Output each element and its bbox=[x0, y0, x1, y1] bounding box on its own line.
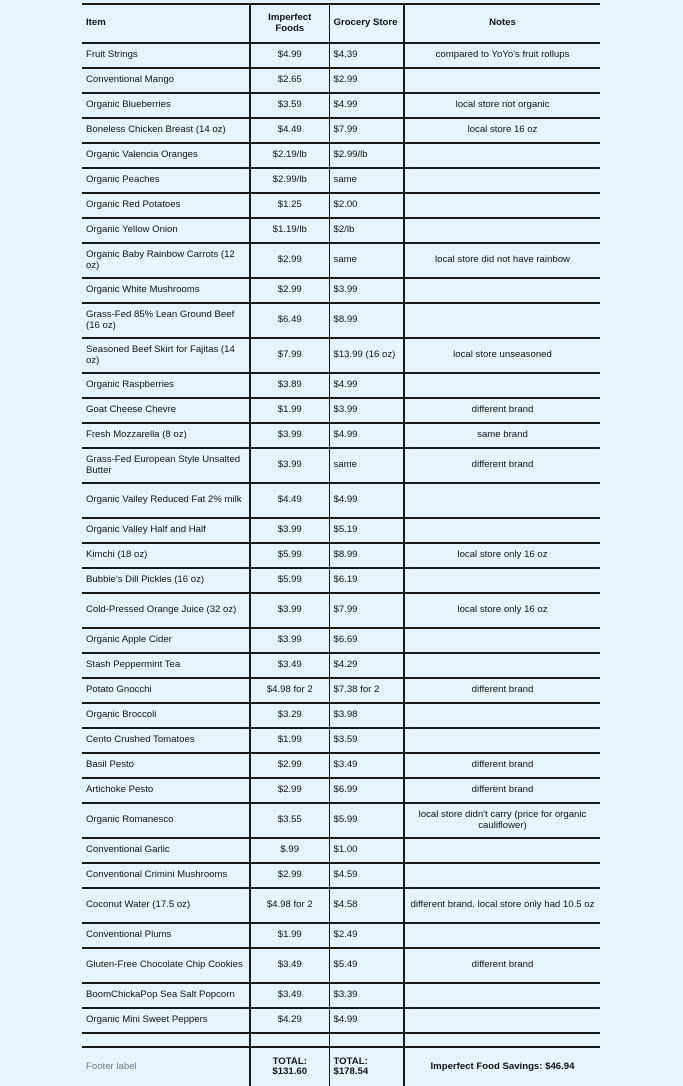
cell-imperfect-price: $3.99 bbox=[250, 518, 329, 543]
cell-imperfect-price: $2.99 bbox=[250, 278, 329, 303]
cell-notes bbox=[404, 703, 600, 728]
header-notes: Notes bbox=[404, 4, 600, 43]
cell-imperfect-price: $2.99 bbox=[250, 863, 329, 888]
cell-notes: compared to YoYo's fruit rollups bbox=[404, 43, 600, 68]
cell-notes bbox=[404, 483, 600, 518]
cell-item: Organic Yellow Onion bbox=[82, 218, 250, 243]
table-row bbox=[82, 983, 600, 1008]
cell-grocery-price: $13.99 (16 oz) bbox=[329, 338, 404, 373]
table-row bbox=[82, 448, 600, 483]
cell-grocery-price: $2/lb bbox=[329, 218, 404, 243]
cell-notes: different brand bbox=[404, 778, 600, 803]
cell-item: Conventional Garlic bbox=[82, 838, 250, 863]
table-row bbox=[82, 243, 600, 278]
grocery-total: TOTAL: $178.54 bbox=[329, 1047, 404, 1086]
cell-item: Coconut Water (17.5 oz) bbox=[82, 888, 250, 923]
cell-imperfect-price: $1.99 bbox=[250, 398, 329, 423]
cell-item: Organic Valley Reduced Fat 2% milk bbox=[82, 483, 250, 518]
cell-grocery-price: $7.99 bbox=[329, 593, 404, 628]
cell-notes bbox=[404, 168, 600, 193]
cell-item: Organic Peaches bbox=[82, 168, 250, 193]
cell-notes: different brand bbox=[404, 448, 600, 483]
cell-imperfect-price: $.99 bbox=[250, 838, 329, 863]
cell-item: Goat Cheese Chevre bbox=[82, 398, 250, 423]
table-row bbox=[82, 628, 600, 653]
cell-grocery-price: $5.99 bbox=[329, 803, 404, 838]
cell-imperfect-price: $3.99 bbox=[250, 593, 329, 628]
cell-notes: local store didn't carry (price for organic cauliflower) bbox=[404, 803, 600, 838]
cell-notes bbox=[404, 983, 600, 1008]
cell-grocery-price: $3.39 bbox=[329, 983, 404, 1008]
cell-imperfect-price: $4.98 for 2 bbox=[250, 678, 329, 703]
cell-item: Bubbie's Dill Pickles (16 oz) bbox=[82, 568, 250, 593]
cell-grocery-price: $7.38 for 2 bbox=[329, 678, 404, 703]
cell-imperfect-price: $5.99 bbox=[250, 543, 329, 568]
cell-imperfect-price: $4.49 bbox=[250, 118, 329, 143]
cell-grocery-price: $4.99 bbox=[329, 93, 404, 118]
cell-grocery-price: $4.59 bbox=[329, 863, 404, 888]
cell-imperfect-price: $1.19/lb bbox=[250, 218, 329, 243]
cell-notes: local store only 16 oz bbox=[404, 543, 600, 568]
table-row bbox=[82, 593, 600, 628]
cell-grocery-price: $4.29 bbox=[329, 653, 404, 678]
cell-grocery-price: $8.99 bbox=[329, 543, 404, 568]
cell-item: Conventional Plums bbox=[82, 923, 250, 948]
table-row bbox=[82, 568, 600, 593]
cell-imperfect-price: $3.59 bbox=[250, 93, 329, 118]
cell-imperfect-price: $3.49 bbox=[250, 983, 329, 1008]
cell-item: Organic Blueberries bbox=[82, 93, 250, 118]
cell-notes bbox=[404, 653, 600, 678]
table-row bbox=[82, 193, 600, 218]
cell-item: Organic Baby Rainbow Carrots (12 oz) bbox=[82, 243, 250, 278]
price-comparison-table-wrapper bbox=[82, 3, 600, 1086]
table-row bbox=[82, 948, 600, 983]
table-row bbox=[82, 483, 600, 518]
cell-imperfect-price: $1.99 bbox=[250, 923, 329, 948]
cell-notes bbox=[404, 193, 600, 218]
cell-notes bbox=[404, 863, 600, 888]
cell-notes bbox=[404, 923, 600, 948]
cell-item: Gluten-Free Chocolate Chip Cookies bbox=[82, 948, 250, 983]
cell-notes: same brand bbox=[404, 423, 600, 448]
cell-imperfect-price: $3.29 bbox=[250, 703, 329, 728]
header-grocery-store: Grocery Store bbox=[329, 4, 404, 43]
cell-notes bbox=[404, 278, 600, 303]
cell-grocery-price: $3.49 bbox=[329, 753, 404, 778]
cell-grocery-price: $4.99 bbox=[329, 373, 404, 398]
cell-notes bbox=[404, 1008, 600, 1033]
cell-item: Artichoke Pesto bbox=[82, 778, 250, 803]
cell-imperfect-price: $4.98 for 2 bbox=[250, 888, 329, 923]
cell-grocery-price: $4.58 bbox=[329, 888, 404, 923]
cell-grocery-price: $2.00 bbox=[329, 193, 404, 218]
cell-grocery-price: $2.99 bbox=[329, 68, 404, 93]
cell-item: Boneless Chicken Breast (14 oz) bbox=[82, 118, 250, 143]
table-row bbox=[82, 1008, 600, 1033]
cell-grocery-price: $4.39 bbox=[329, 43, 404, 68]
cell-item: Organic Raspberries bbox=[82, 373, 250, 398]
table-body bbox=[82, 43, 600, 1033]
cell-item: Fruit Strings bbox=[82, 43, 250, 68]
table-row bbox=[82, 518, 600, 543]
cell-grocery-price: $6.19 bbox=[329, 568, 404, 593]
cell-notes bbox=[404, 68, 600, 93]
cell-imperfect-price: $3.99 bbox=[250, 448, 329, 483]
cell-grocery-price: $7.99 bbox=[329, 118, 404, 143]
cell-grocery-price: same bbox=[329, 448, 404, 483]
cell-item: Organic Valley Half and Half bbox=[82, 518, 250, 543]
cell-notes: different brand bbox=[404, 948, 600, 983]
cell-notes bbox=[404, 728, 600, 753]
table-row bbox=[82, 218, 600, 243]
cell-item: Stash Peppermint Tea bbox=[82, 653, 250, 678]
table-row bbox=[82, 923, 600, 948]
table-row bbox=[82, 338, 600, 373]
cell-item: Cento Crushed Tomatoes bbox=[82, 728, 250, 753]
table-row bbox=[82, 398, 600, 423]
table-row bbox=[82, 118, 600, 143]
cell-imperfect-price: $5.99 bbox=[250, 568, 329, 593]
cell-notes: local store only 16 oz bbox=[404, 593, 600, 628]
cell-grocery-price: $5.49 bbox=[329, 948, 404, 983]
cell-item: Organic Broccoli bbox=[82, 703, 250, 728]
cell-item: Grass-Fed 85% Lean Ground Beef (16 oz) bbox=[82, 303, 250, 338]
table-row bbox=[82, 93, 600, 118]
table-row bbox=[82, 423, 600, 448]
cell-grocery-price: $6.99 bbox=[329, 778, 404, 803]
cell-notes bbox=[404, 143, 600, 168]
cell-item: Cold-Pressed Orange Juice (32 oz) bbox=[82, 593, 250, 628]
cell-notes bbox=[404, 373, 600, 398]
cell-notes: local store unseasoned bbox=[404, 338, 600, 373]
table-row bbox=[82, 303, 600, 338]
imperfect-total: TOTAL: $131.60 bbox=[250, 1047, 329, 1086]
price-comparison-table bbox=[82, 3, 600, 1086]
cell-imperfect-price: $2.99 bbox=[250, 243, 329, 278]
cell-grocery-price: $4.99 bbox=[329, 483, 404, 518]
cell-grocery-price: $5.19 bbox=[329, 518, 404, 543]
cell-imperfect-price: $2.19/lb bbox=[250, 143, 329, 168]
cell-imperfect-price: $3.99 bbox=[250, 628, 329, 653]
cell-notes: local store not organic bbox=[404, 93, 600, 118]
cell-grocery-price: $4.99 bbox=[329, 423, 404, 448]
cell-grocery-price: $2.99/lb bbox=[329, 143, 404, 168]
cell-notes bbox=[404, 628, 600, 653]
cell-notes: different brand bbox=[404, 753, 600, 778]
table-row bbox=[82, 803, 600, 838]
cell-notes bbox=[404, 518, 600, 543]
cell-imperfect-price: $3.49 bbox=[250, 948, 329, 983]
table-row bbox=[82, 888, 600, 923]
header-row bbox=[82, 4, 600, 43]
cell-imperfect-price: $4.29 bbox=[250, 1008, 329, 1033]
table-row bbox=[82, 68, 600, 93]
cell-imperfect-price: $2.99/lb bbox=[250, 168, 329, 193]
cell-imperfect-price: $4.49 bbox=[250, 483, 329, 518]
cell-item: Conventional Mango bbox=[82, 68, 250, 93]
savings-total: Imperfect Food Savings: $46.94 bbox=[404, 1047, 600, 1086]
cell-notes: different brand bbox=[404, 678, 600, 703]
cell-imperfect-price: $3.89 bbox=[250, 373, 329, 398]
cell-notes bbox=[404, 568, 600, 593]
cell-grocery-price: $8.99 bbox=[329, 303, 404, 338]
cell-item: Basil Pesto bbox=[82, 753, 250, 778]
header-item: Item bbox=[82, 4, 250, 43]
table-row bbox=[82, 43, 600, 68]
cell-item: Potato Gnocchi bbox=[82, 678, 250, 703]
cell-imperfect-price: $3.55 bbox=[250, 803, 329, 838]
cell-item: Seasoned Beef Skirt for Fajitas (14 oz) bbox=[82, 338, 250, 373]
header-imperfect-foods: Imperfect Foods bbox=[250, 4, 329, 43]
cell-imperfect-price: $2.65 bbox=[250, 68, 329, 93]
spacer-row bbox=[82, 1033, 600, 1047]
table-row bbox=[82, 703, 600, 728]
cell-notes: different brand bbox=[404, 398, 600, 423]
cell-grocery-price: $1.00 bbox=[329, 838, 404, 863]
table-row bbox=[82, 143, 600, 168]
cell-notes: different brand. local store only had 10.5 oz bbox=[404, 888, 600, 923]
cell-imperfect-price: $6.49 bbox=[250, 303, 329, 338]
cell-grocery-price: same bbox=[329, 168, 404, 193]
footer-row bbox=[82, 1047, 600, 1086]
cell-item: Conventional Crimini Mushrooms bbox=[82, 863, 250, 888]
cell-imperfect-price: $1.25 bbox=[250, 193, 329, 218]
cell-grocery-price: $2.49 bbox=[329, 923, 404, 948]
cell-item: Fresh Mozzarella (8 oz) bbox=[82, 423, 250, 448]
cell-grocery-price: $3.99 bbox=[329, 398, 404, 423]
cell-grocery-price: $6.69 bbox=[329, 628, 404, 653]
cell-item: Organic Red Potatoes bbox=[82, 193, 250, 218]
cell-notes bbox=[404, 303, 600, 338]
table-row bbox=[82, 678, 600, 703]
table-row bbox=[82, 168, 600, 193]
cell-item: Organic Mini Sweet Peppers bbox=[82, 1008, 250, 1033]
footer-label: Footer label bbox=[82, 1047, 250, 1086]
cell-imperfect-price: $1.99 bbox=[250, 728, 329, 753]
table-row bbox=[82, 653, 600, 678]
cell-item: Organic White Mushrooms bbox=[82, 278, 250, 303]
cell-notes: local store did not have rainbow bbox=[404, 243, 600, 278]
cell-imperfect-price: $3.99 bbox=[250, 423, 329, 448]
table-row bbox=[82, 863, 600, 888]
cell-imperfect-price: $3.49 bbox=[250, 653, 329, 678]
cell-grocery-price: same bbox=[329, 243, 404, 278]
table-row bbox=[82, 728, 600, 753]
table-row bbox=[82, 838, 600, 863]
cell-grocery-price: $3.99 bbox=[329, 278, 404, 303]
cell-grocery-price: $4.99 bbox=[329, 1008, 404, 1033]
table-row bbox=[82, 543, 600, 568]
cell-item: Grass-Fed European Style Unsalted Butter bbox=[82, 448, 250, 483]
cell-item: Organic Romanesco bbox=[82, 803, 250, 838]
table-row bbox=[82, 373, 600, 398]
cell-imperfect-price: $2.99 bbox=[250, 753, 329, 778]
cell-item: Organic Valencia Oranges bbox=[82, 143, 250, 168]
cell-item: BoomChickaPop Sea Salt Popcorn bbox=[82, 983, 250, 1008]
table-row bbox=[82, 778, 600, 803]
cell-grocery-price: $3.98 bbox=[329, 703, 404, 728]
cell-imperfect-price: $7.99 bbox=[250, 338, 329, 373]
cell-item: Organic Apple Cider bbox=[82, 628, 250, 653]
cell-imperfect-price: $2.99 bbox=[250, 778, 329, 803]
cell-notes bbox=[404, 218, 600, 243]
cell-notes bbox=[404, 838, 600, 863]
cell-imperfect-price: $4.99 bbox=[250, 43, 329, 68]
cell-notes: local store 16 oz bbox=[404, 118, 600, 143]
cell-item: Kimchi (18 oz) bbox=[82, 543, 250, 568]
table-row bbox=[82, 753, 600, 778]
table-row bbox=[82, 278, 600, 303]
cell-grocery-price: $3.59 bbox=[329, 728, 404, 753]
